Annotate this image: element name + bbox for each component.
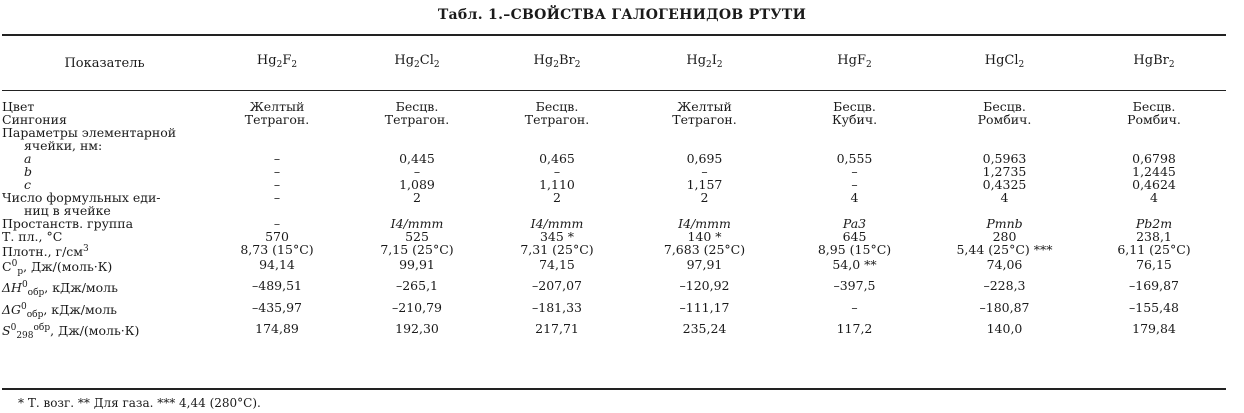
spacer-row	[2, 90, 1226, 100]
table-cell: –111,17	[679, 300, 730, 315]
row-label-formula-units: Число формульных еди- ниц в ячейке	[2, 190, 161, 218]
table-cell: 7,31 (25°С)	[520, 242, 594, 257]
table-cell: Кубич.	[831, 112, 878, 127]
table-cell: –210,79	[392, 300, 442, 315]
table-row	[2, 191, 1226, 217]
table-cell: 94,14	[259, 257, 295, 272]
row-label-s298: $S^0_{298}^{обр}$, Дж/(моль·К)	[2, 323, 140, 341]
table-cell: 0,555	[836, 151, 873, 166]
table-cell: 280	[992, 229, 1017, 244]
table-cell: 2	[553, 190, 561, 205]
table-cell: Тетрагон.	[524, 112, 590, 127]
row-label-space-group: Простанств. группа	[2, 216, 134, 231]
table-cell: –120,92	[679, 278, 730, 293]
table-row	[2, 126, 1226, 152]
table-cell: 1,089	[399, 177, 435, 192]
table-cell: 1,110	[539, 177, 575, 192]
bottom-rule	[2, 388, 1226, 390]
table-cell: Тетрагон.	[244, 112, 310, 127]
header-hgcl2: HgCl$_2$	[984, 53, 1025, 70]
table-cell: 645	[842, 229, 867, 244]
table-cell: 0,5963	[982, 151, 1027, 166]
table-cell: 235,24	[682, 321, 727, 336]
row-label-dh: $\Delta H^0_{обр}$, кДж/моль	[2, 280, 118, 298]
table-cell: 7,15 (25°С)	[380, 242, 454, 257]
table-cell: Pa3	[842, 216, 867, 231]
table-cell: –180,87	[979, 300, 1030, 315]
table-cell: –169,87	[1129, 278, 1179, 293]
table-cell: Тетрагон.	[672, 112, 737, 127]
table-row	[2, 243, 1226, 258]
table-cell: –	[851, 300, 858, 315]
table-cell: 99,91	[399, 257, 435, 272]
table-cell: 217,71	[535, 321, 579, 336]
table-cell: 179,84	[1132, 321, 1176, 336]
table-row	[2, 217, 1226, 230]
row-label-melting: Т. пл., °С	[2, 229, 63, 244]
table-cell: 0,4325	[982, 177, 1027, 192]
row-label-density: Плотн., $г/см^3$	[2, 244, 89, 259]
table-cell: 2	[700, 190, 709, 205]
table-cell: 54,0 **	[832, 257, 877, 272]
table-cell: –	[273, 177, 281, 192]
table-cell: –181,33	[532, 300, 582, 315]
table-row	[2, 100, 1226, 113]
table-cell: Бесцв.	[535, 99, 579, 114]
table-cell: 74,15	[539, 257, 575, 272]
table-cell: 8,73 (15°С)	[240, 242, 314, 257]
table-cell: 174,89	[255, 321, 299, 336]
table-cell: 525	[405, 229, 429, 244]
table-cell: 2	[413, 190, 421, 205]
row-label-cell-params: Параметры элементарной ячейки, нм:	[2, 125, 177, 153]
table-cell: –	[701, 164, 708, 179]
table-cell: –265,1	[395, 278, 439, 293]
table-cell: 0,4624	[1132, 177, 1176, 192]
table-cell: Бесцв.	[833, 99, 876, 114]
table-cell: 0,6798	[1132, 151, 1176, 166]
table-cell: –	[851, 164, 858, 179]
table-cell: 238,1	[1136, 229, 1172, 244]
table-row	[2, 279, 1226, 301]
table-cell: Бесцв.	[1132, 99, 1176, 114]
table-cell: Желтый	[677, 99, 732, 114]
table-cell: I4/mmm	[390, 216, 444, 231]
header-indicator: Показатель	[64, 55, 145, 71]
table-cell: 570	[265, 229, 289, 244]
table-cell: Pmnb	[986, 216, 1023, 231]
table-cell: –	[273, 164, 281, 179]
table-cell: 0,695	[686, 151, 723, 166]
table-cell: 0,465	[539, 151, 575, 166]
table-cell: –435,97	[252, 300, 302, 315]
table-cell: Желтый	[249, 99, 305, 114]
table-cell: Тетрагон.	[384, 112, 450, 127]
row-label-a: a	[24, 151, 32, 166]
table-cell: 4	[1150, 190, 1158, 205]
table-cell: 97,91	[686, 257, 723, 272]
table-cell: –228,3	[983, 278, 1026, 293]
row-label-dg: $\Delta G^0_{обр}$, кДж/моль	[2, 302, 117, 320]
table-cell: Pb2m	[1135, 216, 1173, 231]
row-label-b: b	[24, 164, 33, 179]
table-row	[2, 152, 1226, 165]
table-cell: 1,157	[686, 177, 723, 192]
table-cell: –	[413, 164, 421, 179]
table-cell: 140,0	[986, 321, 1023, 336]
table-cell: 6,11 (25°С)	[1117, 242, 1191, 257]
header-row	[2, 36, 1226, 90]
table-cell: Ромбич.	[977, 112, 1032, 127]
row-label-syngony: Сингония	[2, 112, 67, 127]
table-cell: –155,48	[1129, 300, 1179, 315]
table-row	[2, 165, 1226, 178]
table-cell: 1,2445	[1132, 164, 1176, 179]
table-cell: –	[273, 190, 281, 205]
table-cell: –397,5	[833, 278, 876, 293]
table-title: Табл. 1.–СВОЙСТВА ГАЛОГЕНИДОВ РТУТИ	[437, 7, 807, 23]
table-cell: 4	[1000, 190, 1009, 205]
row-label-c: c	[24, 177, 32, 192]
table-row	[2, 258, 1226, 279]
table-cell: 7,683 (25°С)	[663, 242, 746, 257]
table-cell: I4/mmm	[530, 216, 584, 231]
header-hgbr2: HgBr$_2$	[1133, 53, 1175, 70]
table-row	[2, 322, 1226, 343]
table-cell: 1,2735	[982, 164, 1027, 179]
table-row	[2, 113, 1226, 126]
row-label-color: Цвет	[2, 99, 35, 114]
table-cell: –	[553, 164, 561, 179]
table-cell: 140 *	[687, 229, 722, 244]
header-hgf2: HgF$_2$	[837, 53, 872, 70]
table-cell: –489,51	[252, 278, 302, 293]
table-cell: –	[851, 177, 858, 192]
table-cell: 117,2	[836, 321, 873, 336]
table-cell: 5,44 (25°С) ***	[956, 242, 1053, 257]
table-footnote: * Т. возг. ** Для газа. *** 4,44 (280°С).	[18, 396, 261, 410]
table-cell: 0,445	[399, 151, 435, 166]
table-cell: –207,07	[532, 278, 582, 293]
table-cell: 345 *	[539, 229, 575, 244]
table-cell: Ромбич.	[1127, 112, 1181, 127]
table-cell: 8,95 (15°С)	[817, 242, 892, 257]
table-row	[2, 178, 1226, 191]
table-cell: I4/mmm	[678, 216, 731, 231]
properties-table	[2, 36, 1226, 343]
table-cell: 76,15	[1136, 257, 1172, 272]
table-cell: Бесцв.	[983, 99, 1026, 114]
header-hg2i2: $Hg_2I_2$	[686, 53, 723, 70]
table-cell: 74,06	[986, 257, 1023, 272]
table-cell: –	[273, 216, 281, 231]
table-row	[2, 301, 1226, 322]
table-cell: –	[273, 151, 281, 166]
header-hg2f2: $Hg_2F_2$	[256, 53, 298, 70]
row-label-cp: $C^0_p$, Дж/(моль·К)	[2, 259, 113, 277]
header-hg2br2: $Hg_2Br_2$	[533, 53, 581, 70]
table-cell: 192,30	[395, 321, 439, 336]
header-hg2cl2: $Hg_2Cl_2$	[394, 53, 440, 70]
table-cell: 4	[850, 190, 859, 205]
table-cell: Бесцв.	[395, 99, 439, 114]
